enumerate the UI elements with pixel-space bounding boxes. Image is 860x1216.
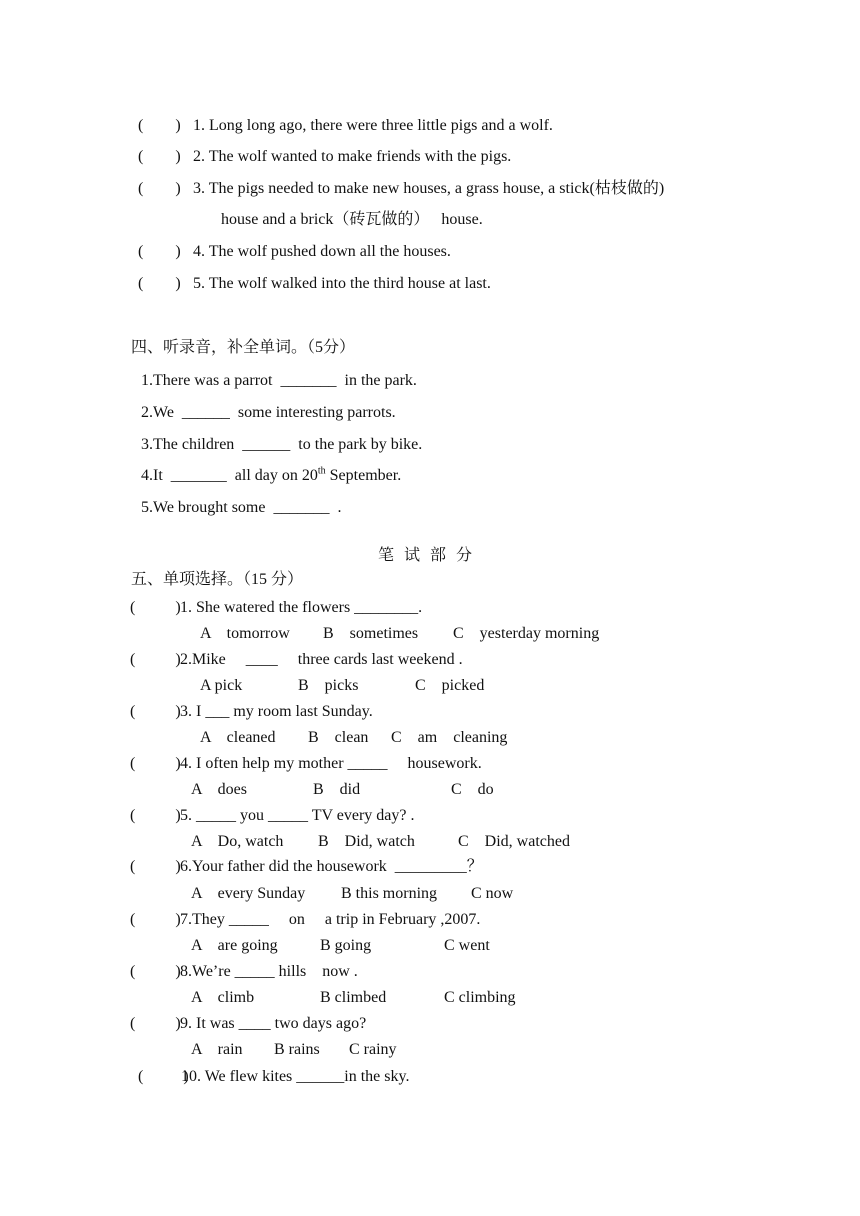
ordinal-suffix: th [317, 465, 326, 477]
mc-paren: ( ) [130, 599, 181, 616]
mc-question: 8.We’re _____ hills now . [180, 963, 358, 980]
mc-paren: ( ) [138, 1068, 189, 1085]
mc-paren: ( ) [130, 703, 181, 720]
fill-blank-item: 1.There was a parrot _______ in the park. [141, 372, 417, 389]
fill-blank-text: 4.It _______ all day on 20 [141, 467, 318, 484]
mc-paren: ( ) [130, 858, 181, 875]
mc-option-c: C picked [415, 677, 485, 694]
mc-option-b: B this morning [341, 885, 438, 902]
section-4-title: 四、听录音，补全单词。（5分） [131, 339, 356, 356]
mc-question: 3. I ___ my room last Sunday. [180, 703, 373, 720]
mc-option-c: C am cleaning [391, 729, 508, 746]
fill-blank-tail: September. [325, 467, 402, 484]
mc-option-a: A are going [191, 937, 278, 954]
mc-option-a: A every Sunday [191, 885, 306, 902]
mc-option-b: B climbed [320, 989, 387, 1006]
mc-option-c: C yesterday morning [453, 625, 600, 642]
mc-question: 4. I often help my mother _____ housework. [180, 755, 482, 772]
mc-question: 7.They _____ on a trip in February ,2007. [180, 911, 481, 928]
mc-option-c: C went [444, 937, 490, 954]
tf-statement-continued: house and a brick（砖瓦做的） house. [221, 211, 483, 228]
mc-option-b: B picks [298, 677, 359, 694]
mc-option-a: A Do, watch [191, 833, 284, 850]
tf-statement: 5. The wolf walked into the third house at last. [193, 275, 491, 292]
tf-paren: ( ) [138, 148, 181, 165]
mc-option-a: A rain [191, 1041, 243, 1058]
mc-paren: ( ) [130, 807, 181, 824]
fill-blank-item: 2.We ______ some interesting parrots. [141, 404, 396, 421]
tf-paren: ( ) [138, 275, 181, 292]
mc-option-b: B sometimes [323, 625, 419, 642]
mc-question: 2.Mike ____ three cards last weekend . [180, 651, 463, 668]
written-part-title: 笔试部分 [377, 547, 482, 564]
mc-option-c: C climbing [444, 989, 516, 1006]
mc-question: 1. She watered the flowers ________. [180, 599, 423, 616]
mc-paren: ( ) [130, 651, 181, 668]
mc-option-c: C Did, watched [458, 833, 570, 850]
mc-option-b: B going [320, 937, 372, 954]
mc-paren: ( ) [130, 755, 181, 772]
mc-option-b: B did [313, 781, 361, 798]
mc-option-a: A tomorrow [200, 625, 290, 642]
tf-paren: ( ) [138, 117, 181, 134]
mc-option-c: C now [471, 885, 514, 902]
mc-question: 6.Your father did the housework _________？ [180, 858, 483, 875]
mc-option-c: C rainy [349, 1041, 397, 1058]
tf-statement: 3. The pigs needed to make new houses, a grass house, a stick(枯枝做的) [193, 180, 665, 197]
mc-paren: ( ) [130, 963, 181, 980]
mc-option-a: A cleaned [200, 729, 276, 746]
mc-option-a: A climb [191, 989, 255, 1006]
tf-paren: ( ) [138, 180, 181, 197]
section-5-title: 五、单项选择。（15 分） [131, 571, 304, 588]
fill-blank-item: 5.We brought some _______ . [141, 499, 342, 516]
fill-blank-item: 3.The children ______ to the park by bike. [141, 436, 423, 453]
mc-option-b: B clean [308, 729, 369, 746]
mc-option-b: B Did, watch [318, 833, 415, 850]
fill-blank-item [141, 466, 401, 486]
mc-paren: ( ) [130, 911, 181, 928]
mc-question: 5. _____ you _____ TV every day? . [180, 807, 415, 824]
mc-option-b: B rains [274, 1041, 320, 1058]
mc-question: 9. It was ____ two days ago? [180, 1015, 367, 1032]
tf-statement: 2. The wolf wanted to make friends with the pigs. [193, 148, 512, 165]
mc-question: 10. We flew kites ______in the sky. [181, 1068, 410, 1085]
mc-option-c: C do [451, 781, 494, 798]
tf-statement: 4. The wolf pushed down all the houses. [193, 243, 451, 260]
mc-option-a: A does [191, 781, 247, 798]
mc-option-a: A pick [200, 677, 243, 694]
tf-statement: 1. Long long ago, there were three little pigs and a wolf. [193, 117, 553, 134]
mc-paren: ( ) [130, 1015, 181, 1032]
tf-paren: ( ) [138, 243, 181, 260]
